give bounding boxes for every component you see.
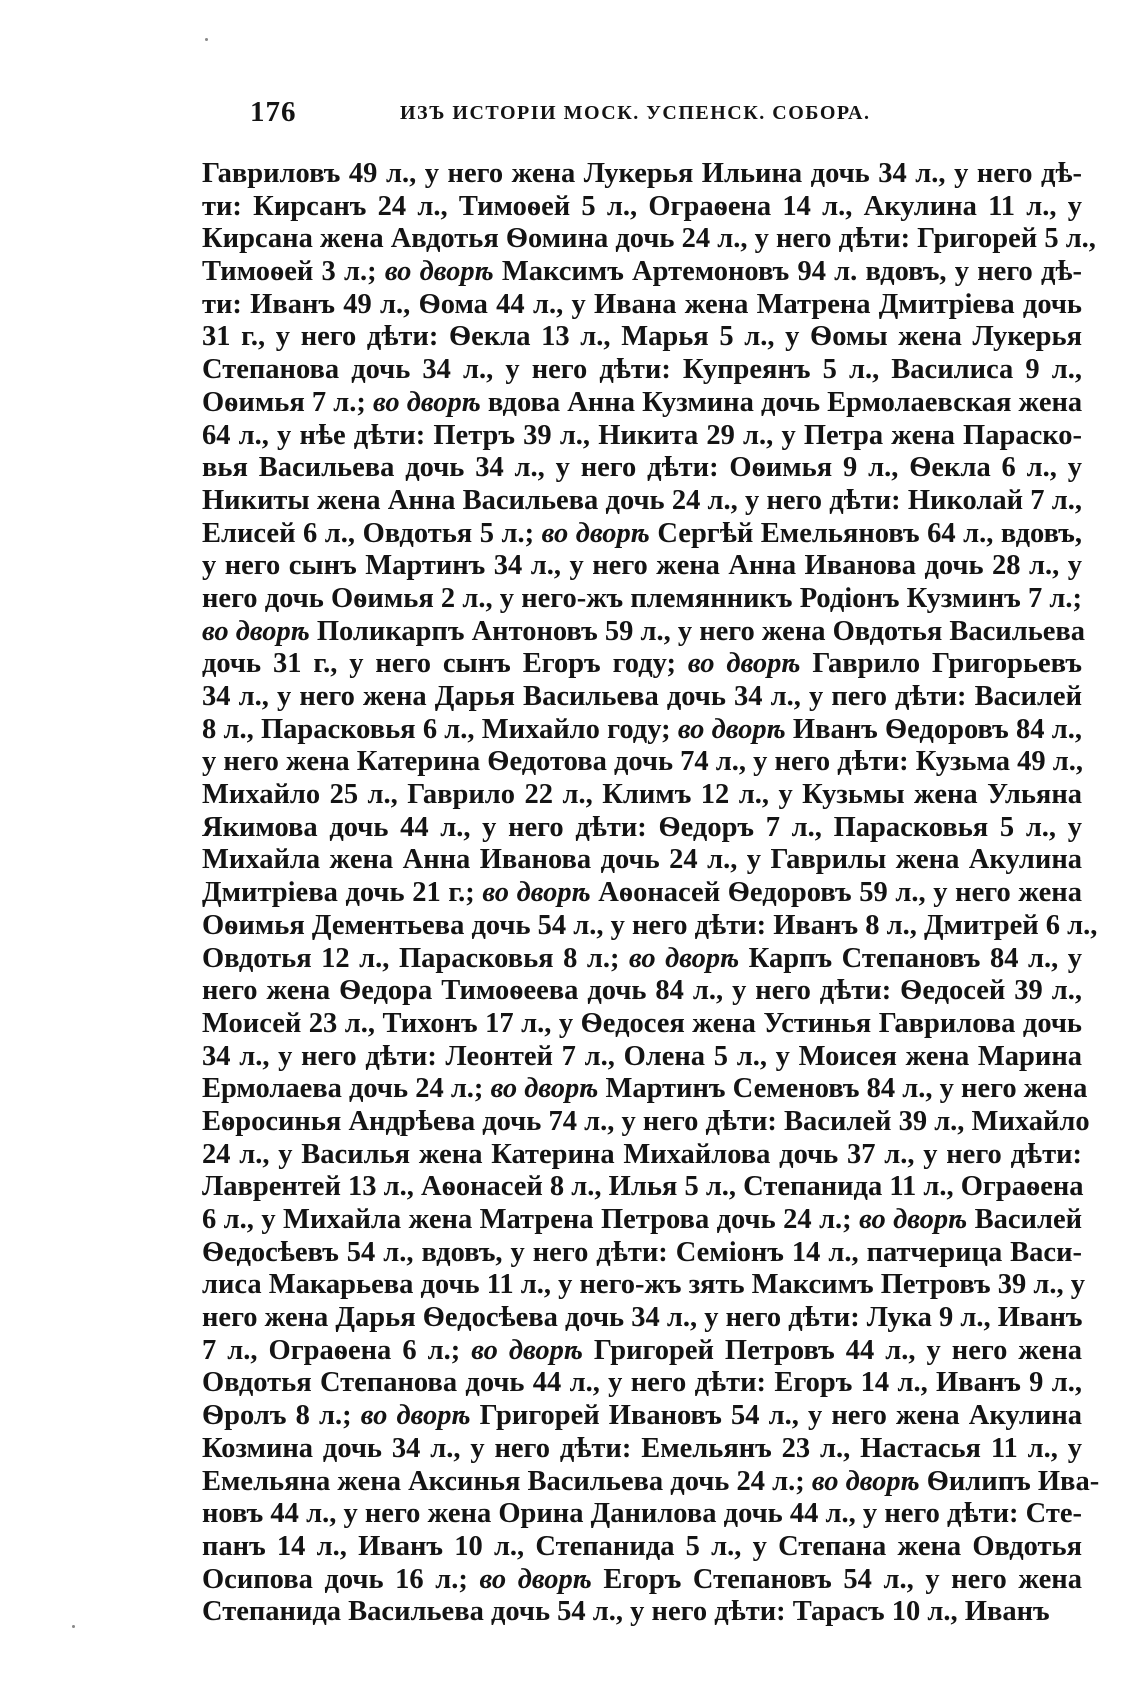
- page-header: [202, 96, 1082, 136]
- italic-text-segment: во дворѣ: [360, 1400, 471, 1432]
- text-segment: новъ 44 л., у него жена Орина Данилова дочь 44 л., у него дѣти: Сте-: [202, 1498, 1082, 1530]
- italic-text-segment: во дворѣ: [490, 1073, 599, 1105]
- text-line: [202, 648, 1082, 681]
- text-segment: Михайла жена Анна Иванова дочь 24 л., у Гаврилы жена Акулина: [202, 844, 1082, 876]
- text-line: [202, 1302, 1082, 1335]
- text-segment: него жена Ѳедора Тимоѳеева дочь 84 л., у него дѣти: Ѳедосей 39 л.,: [202, 975, 1082, 1007]
- text-segment: него жена Дарья Ѳедосѣева дочь 34 л., у него дѣти: Лука 9 л., Иванъ: [202, 1302, 1083, 1334]
- text-segment: Оѳимья Дементьева дочь 54 л., у него дѣти: Иванъ 8 л., Дмитрей 6 л.,: [202, 909, 1098, 941]
- text-segment: 6 л., у Михайла жена Матрена Петрова дочь 24 л.;: [202, 1204, 860, 1235]
- text-segment: у него сынъ Мартинъ 34 л., у него жена Анна Иванова дочь 28 л., у: [202, 550, 1082, 582]
- text-line: [202, 1269, 1085, 1302]
- text-line: [202, 746, 1082, 779]
- text-segment: 7 л., Ограѳена 6 л.;: [202, 1334, 472, 1366]
- text-segment: Аѳонасей Ѳедоровъ 59 л., у него жена: [590, 877, 1082, 909]
- text-line: [202, 321, 1082, 354]
- text-segment: 34 л., у него дѣти: Леонтей 7 л., Олена 5 л., у Моисея жена Марина: [202, 1040, 1082, 1072]
- text-segment: Никиты жена Анна Васильева дочь 24 л., у него дѣти: Николай 7 л.,: [202, 484, 1082, 516]
- text-segment: 24 л., у Василья жена Катерина Михайлова дочь 37 л., у него дѣти:: [202, 1138, 1082, 1170]
- text-line: [202, 714, 1082, 747]
- paper-speck: [205, 38, 208, 41]
- text-segment: Моисей 23 л., Тихонъ 17 л., у Ѳедосея жена Устинья Гаврилова дочь: [202, 1007, 1082, 1039]
- text-line: [202, 812, 1082, 845]
- page-number: 176: [250, 96, 297, 128]
- text-segment: Поликарпъ Антоновъ 59 л., у него жена Овдотья Васильева: [309, 615, 1086, 647]
- text-segment: Тимоѳей 3 л.;: [202, 256, 385, 288]
- text-line: [202, 420, 1082, 453]
- text-segment: Дмитріева дочь 21 г.;: [202, 877, 483, 909]
- text-segment: вдова Анна Кузмина дочь Ермолаевская жена: [480, 386, 1083, 418]
- text-segment: Гавриловъ 49 л., у него жена Лукерья Ильина дочь 34 л., у него дѣ-: [202, 158, 1082, 189]
- text-segment: Ѳедосѣевъ 54 л., вдовъ, у него дѣти: Семіонъ 14 л., патчерица Васи-: [202, 1236, 1082, 1268]
- italic-text-segment: во дворѣ: [372, 386, 481, 418]
- text-line: [202, 158, 1082, 191]
- text-line: [202, 1041, 1082, 1074]
- text-line: [202, 1171, 1082, 1204]
- text-line: [202, 877, 1082, 910]
- text-segment: Михайло 25 л., Гаврило 22 л., Климъ 12 л., у Кузьмы жена Ульяна: [202, 779, 1082, 811]
- body-text: [202, 158, 1100, 1629]
- text-line: [202, 223, 1096, 256]
- text-segment: Овдотья 12 л., Парасковья 8 л.;: [202, 942, 630, 974]
- text-line: [202, 975, 1082, 1008]
- text-line: [202, 1105, 1090, 1139]
- text-line: [202, 779, 1082, 812]
- text-segment: Егоръ Степановъ 54 л., у него жена: [591, 1563, 1082, 1595]
- text-segment: лиса Макарьева дочь 11 л., у него-жъ зять Максимъ Петровъ 39 л., у: [202, 1269, 1085, 1301]
- paper-speck: [72, 1625, 75, 1628]
- text-line: [202, 583, 1082, 616]
- text-segment: 64 л., у нѣе дѣти: Петръ 39 л., Никита 29 л., у Петра жена Параско-: [202, 419, 1082, 451]
- text-segment: Якимова дочь 44 л., у него дѣти: Ѳедоръ 7 л., Парасковья 5 л., у: [202, 811, 1082, 843]
- text-segment: Еѳросинья Андрѣева дочь 74 л., у него дѣти: Василей 39 л., Михайло: [202, 1105, 1090, 1137]
- text-segment: 34 л., у него жена Дарья Васильева дочь 34 л., у пего дѣти: Василей: [202, 681, 1082, 712]
- text-segment: Елисей 6 л., Овдотья 5 л.;: [202, 517, 542, 549]
- text-segment: Оѳимья 7 л.;: [202, 386, 373, 418]
- text-line: [202, 1008, 1082, 1041]
- text-segment: Иванъ Ѳедоровъ 84 л.,: [785, 713, 1082, 745]
- text-line: [202, 615, 1086, 649]
- text-segment: Василей: [967, 1204, 1083, 1235]
- text-line: [202, 1139, 1082, 1172]
- text-segment: Ермолаева дочь 24 л.;: [202, 1073, 491, 1105]
- text-segment: Ѳролъ 8 л.;: [202, 1400, 361, 1432]
- text-segment: Овдотья Степанова дочь 44 л., у него дѣти: Егоръ 14 л., Иванъ 9 л.,: [202, 1367, 1082, 1399]
- text-line: [202, 681, 1082, 714]
- text-segment: Кирсана жена Авдотья Ѳомина дочь 24 л., у него дѣти: Григорей 5 л.,: [202, 223, 1096, 255]
- text-line: [202, 1367, 1082, 1400]
- text-segment: Ѳилипъ Ива-: [919, 1465, 1100, 1497]
- text-segment: панъ 14 л., Иванъ 10 л., Степанида 5 л., у Степана жена Овдотья: [202, 1530, 1082, 1562]
- text-segment: ти: Иванъ 49 л., Ѳома 44 л., у Ивана жена Матрена Дмитріева дочь: [202, 288, 1082, 320]
- italic-text-segment: во дворѣ: [687, 648, 801, 680]
- italic-text-segment: во дворѣ: [811, 1465, 920, 1497]
- text-line: [202, 387, 1082, 420]
- text-line: [202, 518, 1082, 551]
- text-line: [202, 909, 1098, 943]
- text-segment: Гаврило Григорьевъ: [800, 648, 1082, 680]
- text-segment: Емельяна жена Аксинья Васильева дочь 24 л.;: [202, 1465, 812, 1497]
- text-line: [202, 1564, 1082, 1597]
- text-segment: Козмина дочь 34 л., у него дѣти: Емельянъ 23 л., Настасья 11 л., у: [202, 1432, 1082, 1464]
- text-segment: Сергѣй Емельяновъ 64 л., вдовъ,: [649, 517, 1082, 549]
- text-segment: ти: Кирсанъ 24 л., Тимоѳей 5 л., Ограѳена 14 л., Акулина 11 л., у: [202, 190, 1082, 222]
- running-head: ИЗЪ ИСТОРІИ МОСК. УСПЕНСК. СОБОРА.: [400, 102, 871, 124]
- italic-text-segment: во дворѣ: [677, 713, 786, 745]
- text-line: [202, 1400, 1082, 1433]
- text-segment: вья Васильева дочь 34 л., у него дѣти: Оѳимья 9 л., Ѳекла 6 л., у: [202, 452, 1082, 484]
- text-line: [202, 485, 1082, 518]
- text-segment: него дочь Оѳимья 2 л., у него-жъ племянникъ Родіонъ Кузминъ 7 л.;: [202, 582, 1082, 614]
- italic-text-segment: во дворѣ: [384, 256, 494, 288]
- text-line: [202, 1335, 1082, 1368]
- text-line: [202, 844, 1082, 877]
- italic-text-segment: во дворѣ: [541, 517, 650, 549]
- text-line: [202, 256, 1082, 289]
- text-segment: Карпъ Степановъ 84 л., у: [739, 942, 1082, 974]
- text-segment: дочь 31 г., у него сынъ Егоръ году;: [202, 648, 688, 680]
- italic-text-segment: во дворѣ: [202, 615, 310, 647]
- text-segment: Степанида Васильева дочь 54 л., у него дѣти: Тарасъ 10 л., Иванъ: [202, 1596, 1050, 1628]
- text-line: [202, 1204, 1082, 1237]
- italic-text-segment: во дворѣ: [479, 1563, 592, 1595]
- text-line: [202, 943, 1082, 976]
- text-line: [202, 289, 1082, 322]
- text-line: [202, 1237, 1082, 1270]
- italic-text-segment: во дворѣ: [859, 1204, 968, 1235]
- text-segment: Григорей Петровъ 44 л., у него жена: [582, 1334, 1082, 1366]
- text-segment: 8 л., Парасковья 6 л., Михайло году;: [202, 713, 678, 745]
- text-line: [202, 1433, 1082, 1466]
- text-segment: Григорей Ивановъ 54 л., у него жена Акулина: [470, 1400, 1082, 1432]
- text-segment: 31 г., у него дѣти: Ѳекла 13 л., Марья 5 л., у Ѳомы жена Лукерья: [202, 321, 1082, 353]
- italic-text-segment: во дворѣ: [482, 877, 591, 909]
- text-segment: Мартинъ Семеновъ 84 л., у него жена: [598, 1073, 1088, 1105]
- italic-text-segment: во дворѣ: [471, 1334, 583, 1366]
- text-segment: Степанова дочь 34 л., у него дѣти: Купреянъ 5 л., Василиса 9 л.,: [202, 354, 1082, 386]
- text-line: [202, 1465, 1100, 1499]
- text-segment: у него жена Катерина Ѳедотова дочь 74 л., у него дѣти: Кузьма 49 л.,: [202, 746, 1083, 778]
- text-line: [202, 1498, 1082, 1531]
- text-line: [202, 1596, 1082, 1629]
- text-segment: Осипова дочь 16 л.;: [202, 1563, 480, 1595]
- text-line: [202, 1531, 1082, 1564]
- text-segment: Максимъ Артемоновъ 94 л. вдовъ, у него дѣ-: [493, 256, 1082, 288]
- text-line: [202, 1073, 1088, 1106]
- italic-text-segment: во дворѣ: [629, 942, 740, 974]
- text-line: [202, 550, 1082, 583]
- text-line: [202, 354, 1082, 387]
- text-segment: Лаврентей 13 л., Аѳонасей 8 л., Илья 5 л., Степанида 11 л., Ограѳена: [202, 1171, 1084, 1203]
- text-line: [202, 452, 1082, 485]
- text-line: [202, 191, 1082, 224]
